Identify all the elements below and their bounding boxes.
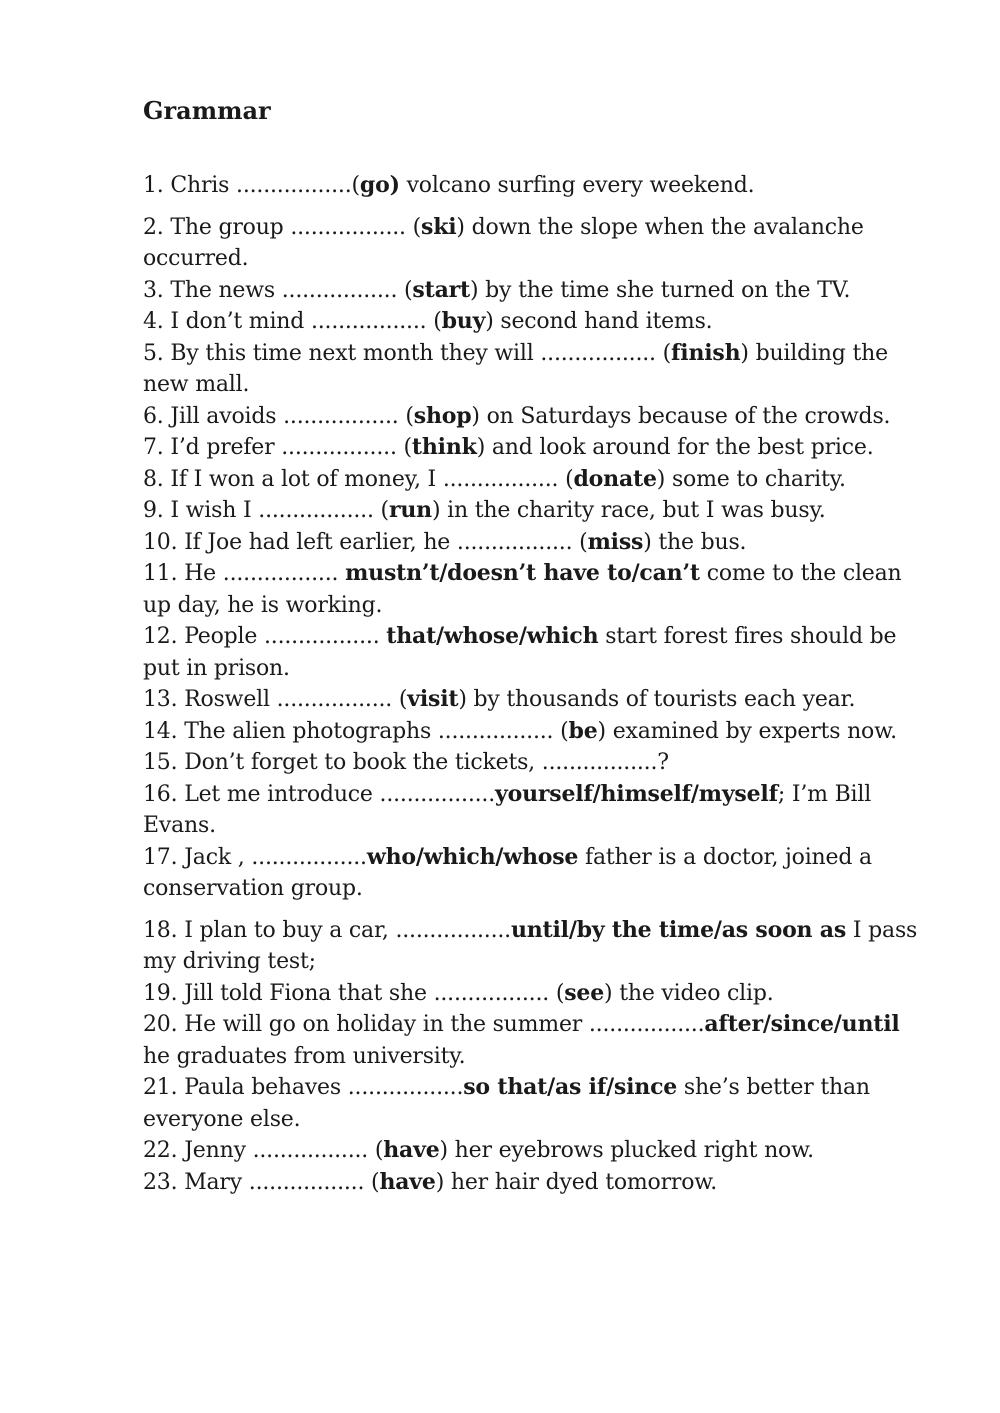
item-text-mid: (	[655, 340, 672, 366]
item-text-before: Jill told Fiona that she	[184, 980, 434, 1006]
item-number: 5.	[143, 340, 164, 366]
item-keyword: who/which/whose	[366, 843, 579, 870]
item-text-after: ) by the time she turned on the TV.	[469, 277, 851, 303]
item-number: 13.	[143, 687, 178, 712]
item-text-after: she’s better than everyone else.	[143, 1075, 870, 1132]
item-text-before: Don’t forget to book the tickets,	[184, 750, 542, 775]
item-text-after: ) on Saturdays because of the crowds.	[471, 403, 891, 429]
answer-blank: .................	[456, 529, 573, 555]
item-text-before: The news	[170, 277, 282, 303]
item-keyword: yourself/himself/myself	[495, 780, 778, 807]
item-text-after: he graduates from university.	[143, 1043, 466, 1069]
item-number: 2.	[143, 214, 164, 240]
answer-blank: .................	[347, 1075, 464, 1100]
answer-blank: .................	[588, 1012, 705, 1037]
exercise-list	[143, 170, 933, 1198]
item-text-mid: (	[397, 277, 413, 303]
item-number: 11.	[143, 561, 178, 586]
answer-blank: .................	[252, 1138, 369, 1163]
item-text-mid: (	[572, 529, 588, 555]
item-text-before: I wish I	[170, 498, 259, 523]
exercise-item	[143, 915, 933, 978]
item-text-after: ) down the slope when the avalanche occurred.	[143, 214, 864, 271]
item-number: 6.	[143, 403, 164, 429]
exercise-item	[143, 1135, 933, 1167]
exercise-item	[143, 464, 933, 496]
item-text-before: Paula behaves	[184, 1075, 348, 1100]
page-title: Grammar	[143, 96, 271, 125]
answer-blank: .................	[264, 624, 380, 649]
item-keyword: donate	[573, 465, 657, 492]
exercise-item	[143, 684, 933, 716]
item-number: 21.	[143, 1075, 178, 1100]
item-number: 10.	[143, 529, 178, 555]
item-text-after: ; I’m Bill Evans.	[143, 781, 872, 838]
item-keyword: think	[411, 434, 477, 460]
item-keyword: that/whose/which	[386, 623, 599, 649]
answer-blank: .................	[222, 561, 339, 586]
item-text-after: volcano surfing every weekend.	[399, 173, 755, 198]
answer-blank: .................	[310, 309, 427, 334]
item-text-after: ) some to charity.	[656, 466, 846, 492]
item-keyword: have	[379, 1168, 436, 1195]
item-text-mid: (	[426, 309, 442, 334]
item-text-before: I’d prefer	[170, 435, 282, 460]
item-number: 22.	[143, 1138, 178, 1163]
item-keyword: shop	[413, 402, 472, 429]
item-text-after: ) her eyebrows plucked right now.	[439, 1138, 814, 1163]
answer-blank: .................	[433, 980, 550, 1006]
item-text-after: start forest fires should be put in prison.	[143, 624, 897, 681]
answer-blank: .................	[281, 435, 397, 460]
item-keyword: be	[568, 717, 598, 744]
item-number: 17.	[143, 844, 178, 870]
item-text-after: ) the video clip.	[604, 980, 774, 1006]
exercise-item	[143, 1009, 933, 1072]
item-text-mid: (	[405, 214, 422, 240]
item-text-before: If Joe had left earlier, he	[184, 529, 457, 555]
item-text-after: come to the clean up day, he is working.	[143, 561, 902, 618]
item-number: 7.	[143, 435, 164, 460]
answer-blank: .................	[248, 1169, 365, 1195]
exercise-item	[143, 432, 933, 464]
exercise-item	[143, 306, 933, 338]
answer-blank: .................	[541, 750, 658, 775]
item-text-mid: (	[364, 1169, 380, 1195]
item-number: 23.	[143, 1169, 178, 1195]
exercise-item	[143, 558, 933, 621]
answer-blank: .................	[258, 498, 374, 523]
item-number: 1.	[143, 173, 164, 198]
item-keyword: buy	[441, 308, 486, 334]
item-text-before: I plan to buy a car,	[184, 917, 396, 943]
item-text-after: ) by thousands of tourists each year.	[458, 687, 856, 712]
item-text-before: By this time next month they will	[170, 340, 541, 366]
item-number: 20.	[143, 1012, 178, 1037]
item-text-mid: (	[392, 687, 408, 712]
item-keyword: ski	[421, 213, 457, 240]
item-number: 16.	[143, 781, 178, 807]
exercise-item	[143, 1167, 933, 1199]
item-text-after: ) building the new mall.	[143, 340, 888, 397]
item-number: 19.	[143, 980, 178, 1006]
exercise-item	[143, 978, 933, 1010]
item-text-after: father is a doctor, joined a conservation group.	[143, 844, 872, 901]
item-text-before: If I won a lot of money, I	[170, 466, 443, 492]
exercise-item	[143, 1072, 933, 1135]
answer-blank: .................	[281, 277, 398, 303]
item-number: 4.	[143, 309, 164, 334]
item-text-mid: (	[558, 466, 574, 492]
exercise-item	[143, 621, 933, 684]
item-text-after: ?	[657, 750, 669, 775]
item-text-after: ) in the charity race, but I was busy.	[431, 498, 826, 523]
item-text-before: He will go on holiday in the summer	[184, 1012, 589, 1037]
answer-blank: .................	[251, 844, 367, 870]
item-text-before: Let me introduce	[184, 781, 380, 807]
exercise-item	[143, 747, 933, 779]
item-text-after: ) her hair dyed tomorrow.	[435, 1169, 718, 1195]
item-keyword: after/since/until	[704, 1011, 900, 1037]
item-keyword: so that/as if/since	[463, 1074, 678, 1100]
item-text-after: I pass my driving test;	[143, 917, 918, 974]
item-text-mid: (	[549, 980, 565, 1006]
item-text-before: Chris	[170, 173, 237, 198]
item-number: 3.	[143, 277, 164, 303]
item-text-before: People	[184, 624, 264, 649]
exercise-item	[143, 401, 933, 433]
item-keyword: finish	[671, 339, 741, 366]
item-keyword: visit	[407, 686, 459, 712]
item-number: 14.	[143, 718, 178, 744]
item-number: 8.	[143, 466, 164, 492]
answer-blank: .................	[236, 173, 352, 198]
exercise-item	[143, 495, 933, 527]
item-text-before: Jenny	[184, 1138, 253, 1163]
item-text-before: Jack ,	[184, 844, 252, 870]
item-text-mid: (	[373, 498, 389, 523]
item-text-before: Mary	[184, 1169, 249, 1195]
item-keyword: start	[412, 276, 470, 303]
answer-blank: .................	[379, 781, 496, 807]
answer-blank: .................	[540, 340, 656, 366]
item-keyword: go)	[359, 172, 400, 198]
item-text-after: ) the bus.	[643, 529, 747, 555]
item-keyword: miss	[587, 528, 644, 555]
exercise-item	[143, 338, 933, 401]
answer-blank: .................	[290, 214, 406, 240]
item-text-after: ) second hand items.	[485, 309, 713, 334]
item-number: 12.	[143, 624, 178, 649]
answer-blank: .................	[437, 718, 554, 744]
item-number: 15.	[143, 750, 178, 775]
exercise-item	[143, 779, 933, 842]
item-number: 18.	[143, 917, 178, 943]
item-text-mid: (	[398, 403, 414, 429]
item-keyword: see	[564, 979, 605, 1006]
item-text-after: ) examined by experts now.	[597, 718, 897, 744]
item-text-mid: (	[396, 435, 412, 460]
item-keyword: run	[388, 497, 432, 523]
item-text-before: Roswell	[184, 687, 277, 712]
answer-blank: .................	[283, 403, 399, 429]
item-text-mid: (	[351, 173, 360, 198]
answer-blank: .................	[276, 687, 393, 712]
item-text-before: He	[184, 561, 223, 586]
exercise-item	[143, 716, 933, 748]
exercise-item	[143, 170, 933, 202]
answer-blank: .................	[442, 466, 559, 492]
item-keyword: until/by the time/as soon as	[510, 916, 847, 943]
item-text-mid: (	[553, 718, 569, 744]
exercise-item	[143, 527, 933, 559]
answer-blank: .................	[395, 917, 511, 943]
item-text-before: I don’t mind	[170, 309, 311, 334]
exercise-item	[143, 275, 933, 307]
item-number: 9.	[143, 498, 164, 523]
item-text-before: The alien photographs	[184, 718, 438, 744]
item-keyword: have	[383, 1137, 440, 1163]
item-keyword: mustn’t/doesn’t have to/can’t	[345, 560, 700, 586]
item-text-before: The group	[170, 214, 291, 240]
exercise-item	[143, 212, 933, 275]
item-text-after: ) and look around for the best price.	[476, 435, 874, 460]
exercise-item	[143, 842, 933, 905]
item-text-before: Jill avoids	[170, 403, 284, 429]
item-text-mid: (	[368, 1138, 384, 1163]
